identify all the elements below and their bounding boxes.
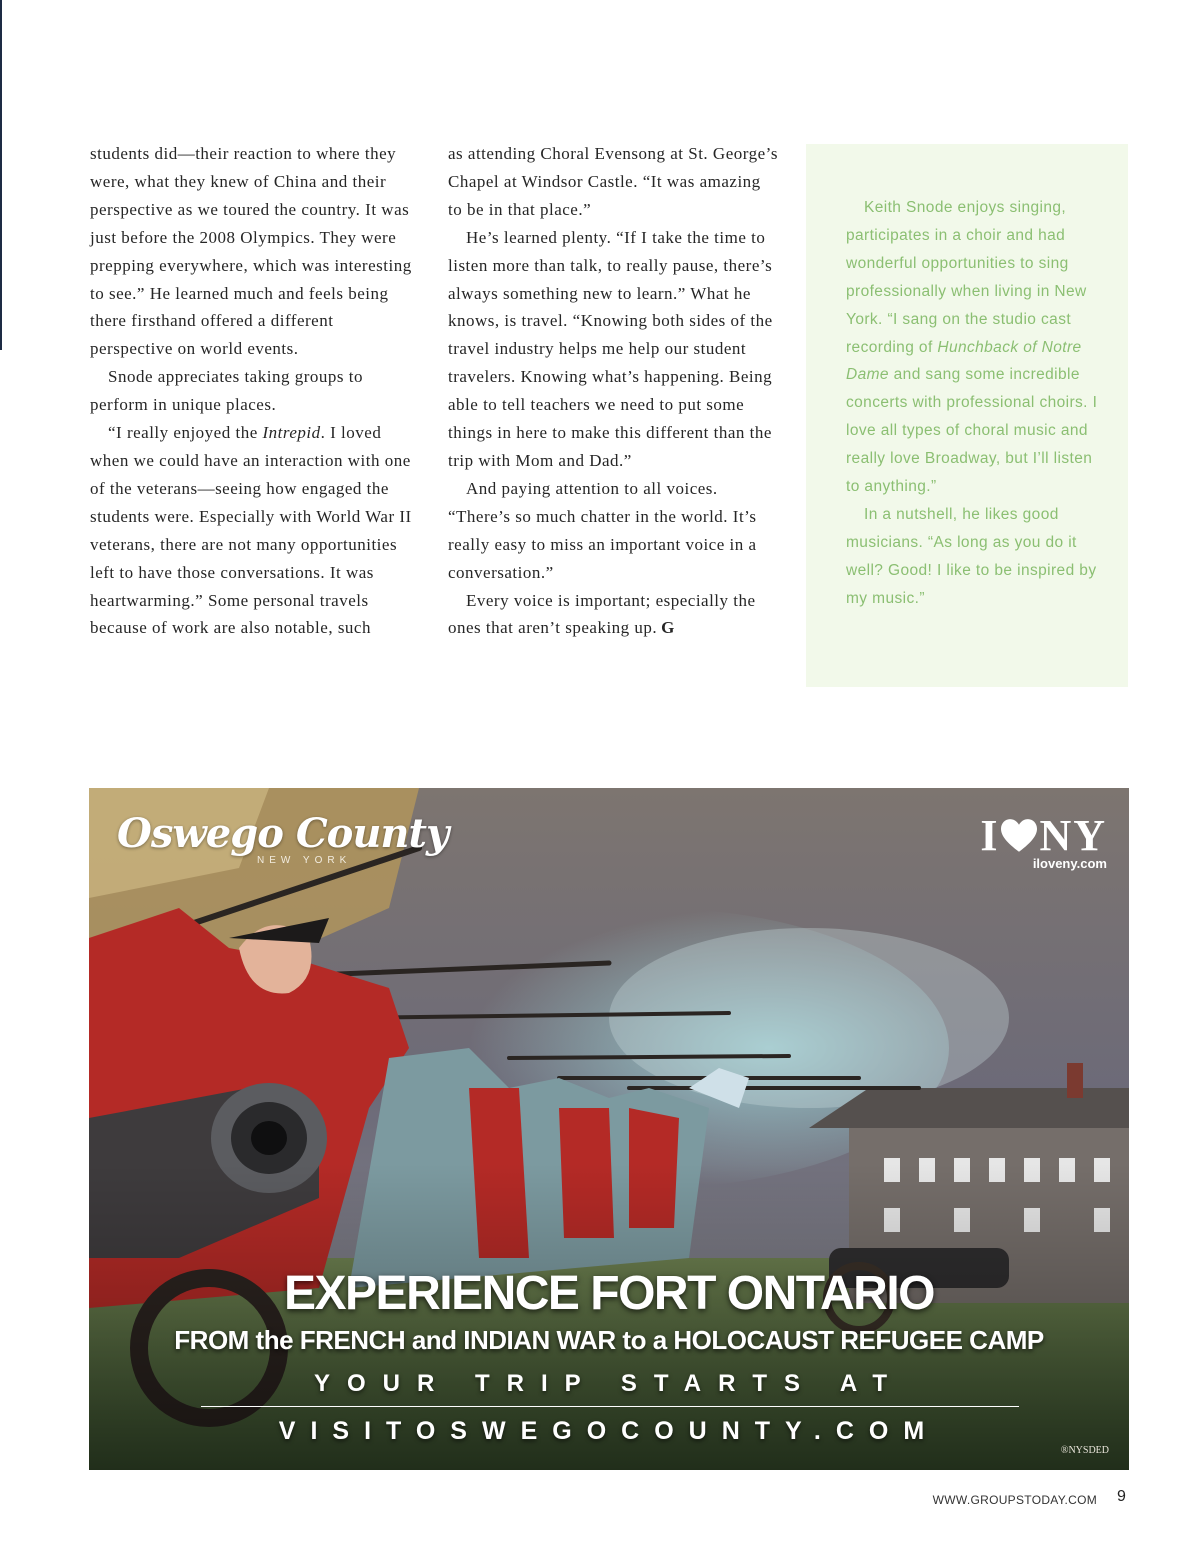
article-paragraph	[90, 419, 420, 642]
page-edge-rule	[0, 0, 2, 350]
album-title: Hunchback of Notre Dame	[846, 338, 1082, 384]
oswego-county-logo: Oswego County	[117, 810, 449, 857]
article-column-2	[448, 140, 778, 642]
i-love-ny-logo	[980, 810, 1107, 861]
text-run: “I really enjoyed the	[108, 423, 263, 443]
sidebar-box	[806, 144, 1128, 687]
text-shade	[89, 788, 1129, 1470]
iny-letters: NY	[1039, 811, 1107, 860]
ad-divider	[201, 1406, 1019, 1407]
article-paragraph: He’s learned plenty. “If I take the time to listen more than talk, to really pause, there’s always something new to learn.” What he knows, is travel. “Knowing both sides of the travel industry helps me help our student travelers. Knowing what’s happening. Being able to tell teachers we need to put some things in here to make this different than the trip with Mom and Dad.”	[448, 227, 773, 470]
sidebar-text	[846, 194, 1098, 613]
article-paragraph: students did—their reaction to where they were, what they knew of China and their perspective as we toured the country. It was just before the 2008 Olympics. They were prepping everywhere, which was interesting to see.” He learned much and feels being there firsthand offered a different perspective on world events.	[90, 144, 412, 359]
article-paragraph: as attending Choral Evensong at St. George’s Chapel at Windsor Castle. “It was amazing to be in that place.”	[448, 144, 778, 219]
sidebar-paragraph: In a nutshell, he likes good musicians. “As long as you do it well? Good! I like to be inspired by my music.”	[846, 505, 1097, 607]
article-column-1	[90, 140, 420, 642]
oswego-county-advertisement[interactable]	[89, 788, 1129, 1470]
ad-subheadline: FROM the FRENCH and INDIAN WAR to a HOLOCAUST REFUGEE CAMP	[174, 1325, 1044, 1355]
article-paragraph: And paying attention to all voices. “There’s so much chatter in the world. It’s really easy to miss an important voice in a conversation.”	[448, 478, 757, 582]
heart-icon	[1001, 818, 1037, 854]
article-paragraph: Snode appreciates taking groups to perform in unique places.	[90, 367, 363, 415]
text-run: Every voice is important; especially the ones that aren’t speaking up.	[448, 590, 756, 638]
sidebar-paragraph	[846, 194, 1098, 501]
iloveny-url[interactable]: iloveny.com	[1032, 856, 1107, 871]
end-mark-icon: G	[661, 618, 675, 638]
iny-letter: I	[980, 811, 1000, 860]
ad-headline: EXPERIENCE FORT ONTARIO	[284, 1267, 934, 1320]
ad-credit: ®NYSDED	[1060, 1445, 1109, 1456]
text-run: Keith Snode enjoys singing, participates in a choir and had wonderful opportunities to sing professionally when living in New York. “I sang on the studio cast recording of	[846, 199, 1087, 356]
ship-name: Intrepid	[262, 423, 321, 443]
page-number: 9	[1117, 1488, 1126, 1505]
text-run: and sang some incredible concerts with professional choirs. I love all types of choral music and really love Broadway, but I’ll listen to anything.”	[846, 366, 1098, 496]
logo-subtitle: NEW YORK	[257, 855, 352, 866]
musket-battle-illustration-icon	[89, 788, 1129, 1470]
footer-website[interactable]: WWW.GROUPSTODAY.COM	[932, 1493, 1097, 1507]
ad-website-link[interactable]: VISITOSWEGOCOUNTY.COM	[278, 1417, 940, 1445]
ad-tagline: YOUR TRIP STARTS AT	[313, 1370, 905, 1397]
article-paragraph	[448, 587, 778, 643]
text-run: . I loved when we could have an interaction with one of the veterans—seeing how engaged the students were. Especially with World War II veterans, there are not many opportunities left to have those conversations. It was heartwarming.” Some personal travels because of work are also notable, such	[90, 423, 412, 638]
